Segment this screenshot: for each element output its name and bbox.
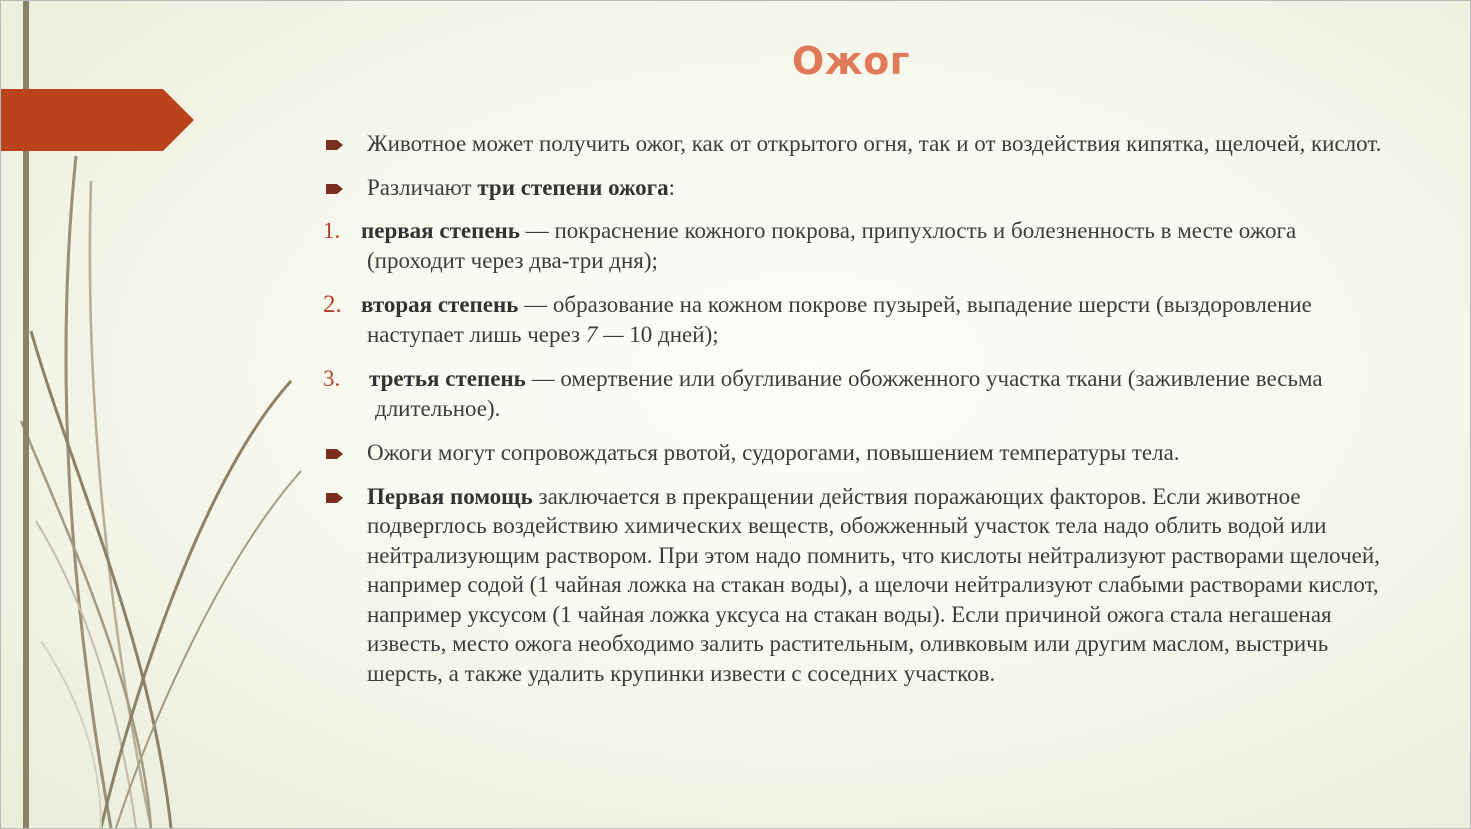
arrow-banner-shape — [1, 89, 196, 151]
numbered-item-1 — [323, 216, 1383, 275]
item-number: 2. — [323, 291, 342, 318]
numbered-item-3 — [323, 364, 1383, 423]
degree-label: первая степень — [361, 218, 520, 243]
degree-label: третья степень — [369, 366, 526, 391]
degree-text-a: — образование на кожном покрове пузырей, выпадение шерсти (выздоровление наступает лишь через — [367, 292, 1312, 347]
numbered-item-2 — [323, 290, 1383, 349]
bullet-text-pre: Различают — [367, 174, 478, 200]
degree-text-b: 10 дней); — [629, 321, 719, 347]
slide-title: Ожог — [791, 39, 911, 83]
bullet-item-2 — [323, 173, 1383, 203]
arrow-bullet-icon — [326, 491, 344, 505]
arrow-bullet-icon — [326, 138, 344, 152]
item-number: 3. — [323, 366, 341, 391]
degree-label: вторая степень — [361, 292, 519, 317]
slide-content — [323, 129, 1383, 702]
bullet-text-post: : — [668, 174, 675, 200]
degree-text-italic: 7 — — [585, 321, 630, 347]
degree-text: — омертвение или обугливание обожженного участка ткани (заживление весьма длительное). — [375, 366, 1323, 421]
item-number: 1. — [323, 218, 341, 243]
bullet-text: Животное может получить ожог, как от открытого огня, так и от воздействия кипятка, щелочей, кислот. — [367, 131, 1382, 156]
bullet-item-3 — [323, 438, 1383, 468]
degree-text: — покраснение кожного покрова, припухлость и болезненность в месте ожога (проходит через два-три дня); — [367, 218, 1297, 273]
bullet-text-bold: Первая помощь — [367, 483, 533, 509]
bullet-item-1 — [323, 129, 1383, 159]
arrow-bullet-icon — [326, 447, 344, 461]
arrow-bullet-icon — [326, 182, 344, 196]
bullet-text: заключается в прекращении действия поражающих факторов. Если животное подверглось воздействию химических веществ, обожженный участок тела надо облить водой или нейтрализующим раствором. При этом надо помнить, что кислоты нейтрализуют растворами щелочей, например содой (1 чайная ложка на стакан воды), а щелочи нейтрализуют слабыми растворами кислот, например уксусом (1 чайная ложка уксуса на стакан воды). Если причиной ожога стала негашеная известь, место ожога необходимо залить растительным, оливковым или другим маслом, выстричь шерсть, а также удалить крупинки извести с соседних участков. — [367, 483, 1380, 686]
bullet-text-bold: три степени ожога — [477, 174, 669, 200]
bullet-item-4 — [323, 482, 1383, 689]
bullet-text: Ожоги могут сопровождаться рвотой, судорогами, повышением температуры тела. — [367, 440, 1180, 465]
